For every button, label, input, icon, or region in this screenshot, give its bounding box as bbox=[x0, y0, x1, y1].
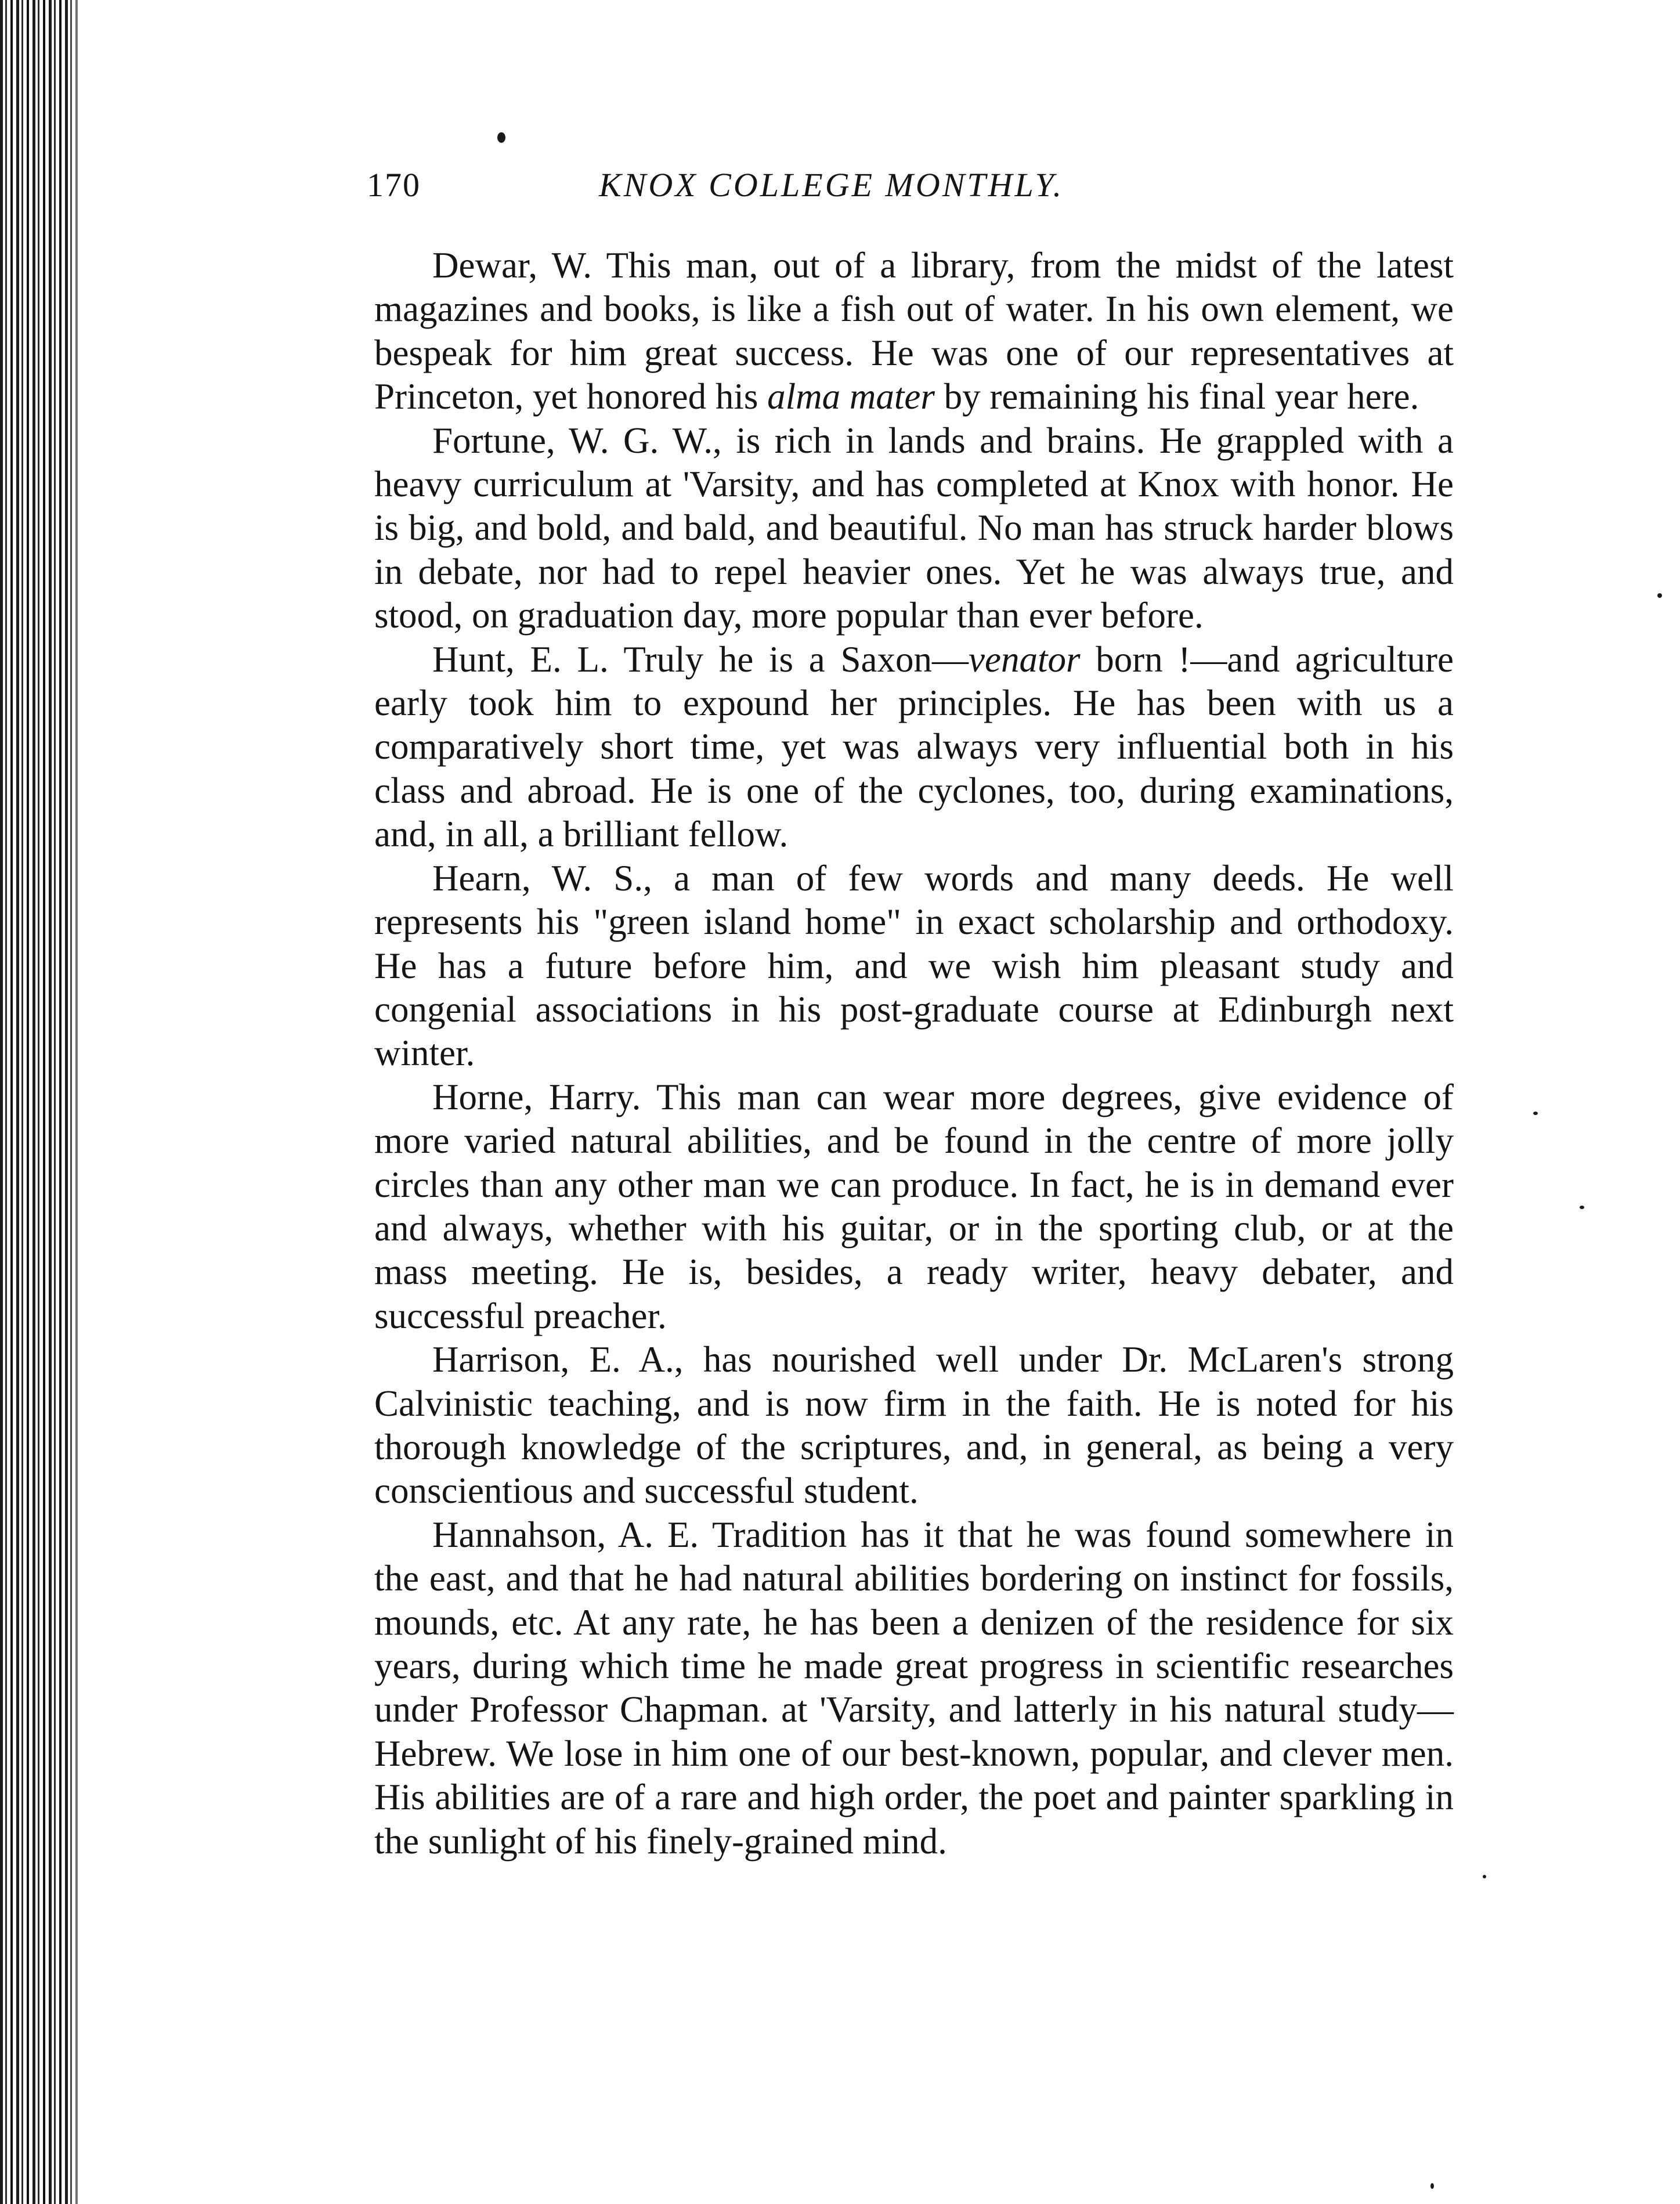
page-number: 170 bbox=[367, 166, 421, 204]
entry-fortune: Fortune, W. G. W., is rich in lands and brains. He grappled with a heavy curriculum at 'Varsity, and has completed at Knox with honor. He is big, and bold, and bald, and beautiful. No man has struck harder blows in debate, nor had to repel heavier ones. Yet he was always true, and stood, on graduation day, more popular than ever before. bbox=[374, 420, 1454, 636]
running-header bbox=[367, 165, 1458, 223]
entry-dewar bbox=[374, 244, 1454, 419]
running-title: KNOX COLLEGE MONTHLY. bbox=[599, 166, 1064, 204]
article-body bbox=[374, 244, 1454, 1863]
entry-text: born !—and agriculture early took him to expound her principles. He has been with us a comparatively short time, yet was always very influential both in his class and abroad. He is one of the cyclones, too, during examinations, and, in all, a brilliant fellow. bbox=[374, 639, 1454, 855]
italic-phrase: alma mater bbox=[767, 376, 935, 417]
entry-harrison: Harrison, E. A., has nourished well under Dr. McLaren's strong Calvinistic teaching, and is now firm in the faith. He is noted for his thorough knowledge of the scriptures, and, in general, as being a very conscientious and successful student. bbox=[374, 1339, 1454, 1512]
ink-speck bbox=[1657, 593, 1662, 598]
entry-horne: Horne, Harry. This man can wear more degrees, give evidence of more varied natural abilities, and be found in the centre of more jolly circles than any other man we can produce. In fact, he is in demand ever and always, whether with his guitar, or in the sporting club, or at the mass meeting. He is, besides, a ready writer, heavy debater, and successful preacher. bbox=[374, 1076, 1454, 1336]
entry-text: Hunt, E. L. Truly he is a Saxon— bbox=[432, 639, 969, 680]
page-binding-fade bbox=[68, 0, 88, 2204]
ink-speck bbox=[1483, 1875, 1486, 1878]
ink-speck bbox=[497, 132, 505, 143]
entry-hannahson: Hannahson, A. E. Tradition has it that he was found somewhere in the east, and that he had natural abilities bordering on instinct for fossils, mounds, etc. At any rate, he has been a denizen of the residence for six years, during which time he made great progress in scientific researches under Professor Chapman. at 'Varsity, and latterly in his natural study—Hebrew. We lose in him one of our best-known, popular, and clever men. His abilities are of a rare and high order, the poet and painter sparkling in the sunlight of his finely-grained mind. bbox=[374, 1514, 1454, 1862]
entry-hearn: Hearn, W. S., a man of few words and many deeds. He well represents his "green island home" in exact scholarship and orthodoxy. He has a future before him, and we wish him pleasant study and congenial associations in his post-graduate course at Edinburgh next winter. bbox=[374, 857, 1454, 1074]
ink-speck bbox=[1430, 2183, 1434, 2189]
entry-hunt bbox=[374, 638, 1454, 857]
italic-phrase: venator bbox=[969, 639, 1081, 680]
entry-text: Dewar, W. This man, out of a library, from the midst of the latest magazines and books, is like a fish out of water. In his own element, we bespeak for him great success. He was one of our representatives at Princeton, yet honored his bbox=[374, 245, 1454, 417]
ink-speck bbox=[1580, 1206, 1584, 1209]
ink-speck bbox=[1533, 1112, 1538, 1115]
entry-text: by remaining his final year here. bbox=[934, 376, 1419, 417]
